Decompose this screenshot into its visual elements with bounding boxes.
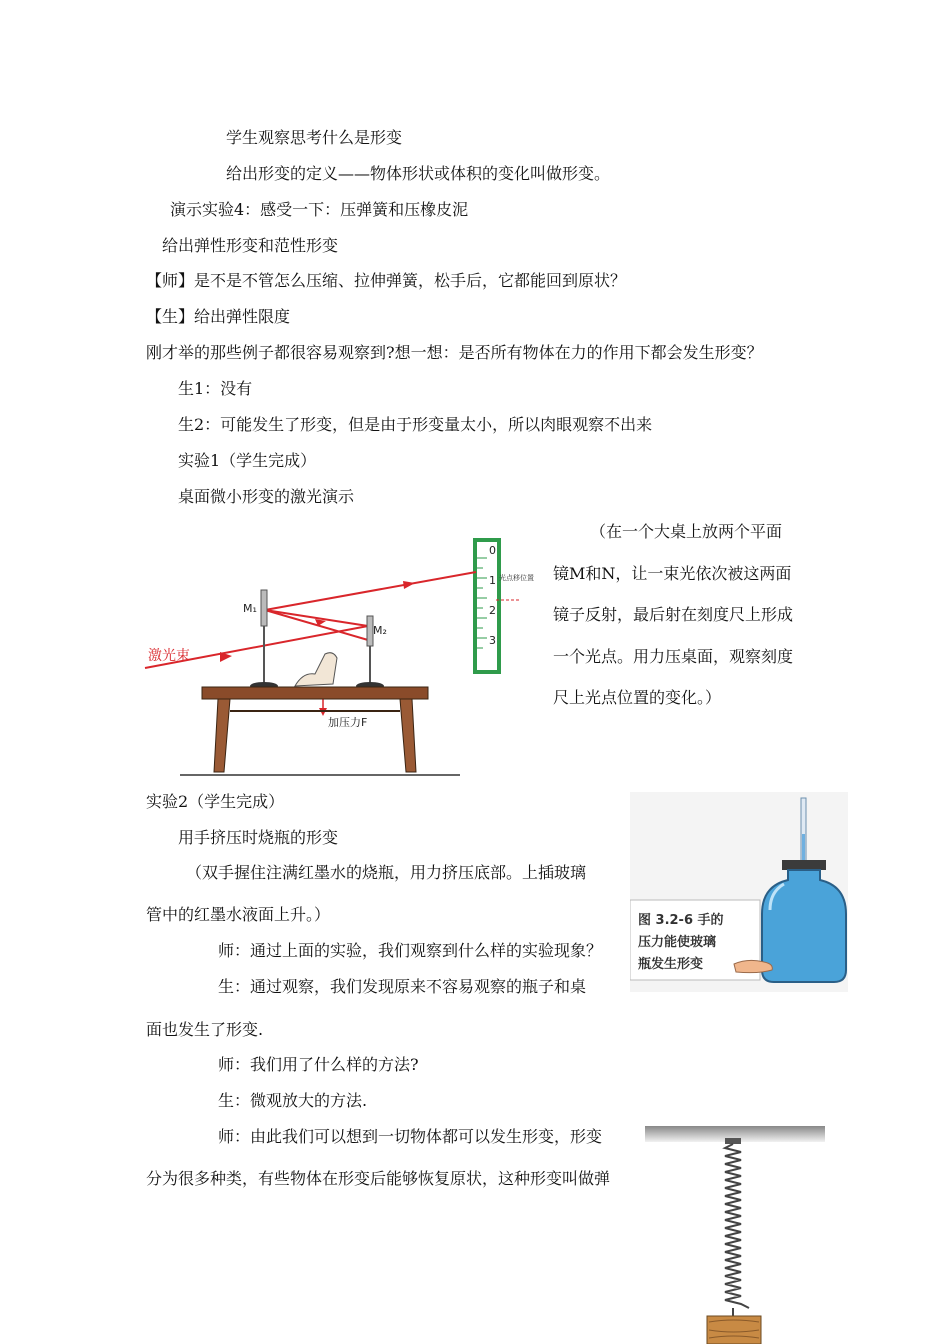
text-line: 【生】给出弹性限度 xyxy=(146,307,291,326)
figure1-description: 镜M和N，让一束光依次被这两面 xyxy=(553,564,792,583)
text-line: 给出形变的定义——物体形状或体积的变化叫做形变。 xyxy=(226,164,611,183)
ruler-tick-2: 2 xyxy=(489,604,496,617)
text-line: 生1：没有 xyxy=(178,379,253,398)
figure1-description: 一个光点。用力压桌面，观察刻度 xyxy=(553,647,794,666)
figure1-description: （在一个大桌上放两个平面 xyxy=(590,522,783,541)
figure2-caption-line1: 图 3.2-6 手的 xyxy=(638,913,724,928)
hand-shape xyxy=(295,653,337,686)
text-line: 生2：可能发生了形变，但是由于形变量太小，所以肉眼观察不出来 xyxy=(178,415,653,434)
figure2-caption-line3: 瓶发生形变 xyxy=(638,957,704,972)
mirror-m2-label: M₂ xyxy=(373,624,387,637)
ruler-tick-3: 3 xyxy=(489,634,496,647)
force-label: 加压力F xyxy=(328,716,368,729)
text-line: 分为很多种类，有些物体在形变后能够恢复原状，这种形变叫做弹 xyxy=(146,1169,611,1188)
figure1-description: 尺上光点位置的变化。） xyxy=(553,688,722,707)
text-line: 师：我们用了什么样的方法? xyxy=(218,1055,419,1074)
bottle-neck xyxy=(762,870,846,982)
ruler-tick-1: 1 xyxy=(489,574,496,587)
text-line: 师：通过上面的实验，我们观察到什么样的实验现象？ xyxy=(218,941,603,960)
text-line: 用手挤压时烧瓶的形变 xyxy=(178,828,339,847)
mirror-m1 xyxy=(261,590,267,626)
figure1-description: 镜子反射，最后射在刻度尺上形成 xyxy=(553,605,794,624)
text-line: 演示实验4：感受一下：压弹簧和压橡皮泥 xyxy=(170,200,469,219)
text-line: 实验2（学生完成） xyxy=(146,792,285,811)
text-line: 实验1（学生完成） xyxy=(178,451,317,470)
finger-shape xyxy=(734,960,772,972)
text-line: 桌面微小形变的激光演示 xyxy=(178,487,355,506)
text-line: 管中的红墨水液面上升。） xyxy=(146,905,331,924)
figure2-caption-line2: 压力能使玻璃 xyxy=(638,935,717,950)
text-line: 生：微观放大的方法. xyxy=(218,1091,368,1110)
glass-bottle-figure xyxy=(630,792,848,992)
text-line: 学生观察思考什么是形变 xyxy=(226,128,403,147)
hanging-spring-figure xyxy=(645,1108,825,1344)
text-line: 【师】是不是不管怎么压缩、拉伸弹簧，松手后，它都能回到原状？ xyxy=(146,271,627,290)
spot-label: 光点移位置 xyxy=(499,574,534,582)
text-line: 刚才举的那些例子都很容易观察到?想一想：是否所有物体在力的作用下都会发生形变？ xyxy=(146,343,763,362)
text-line: 师：由此我们可以想到一切物体都可以发生形变，形变 xyxy=(218,1127,603,1146)
text-line: 面也发生了形变. xyxy=(146,1020,264,1039)
text-line: （双手握住注满红墨水的烧瓶，用力挤压底部。上插玻璃 xyxy=(186,863,587,882)
text-line: 生：通过观察，我们发现原来不容易观察的瓶子和桌 xyxy=(218,977,587,996)
table-top xyxy=(202,687,428,699)
ruler-tick-0: 0 xyxy=(489,544,496,557)
mirror-m1-label: M₁ xyxy=(243,602,257,615)
text-line: 给出弹性形变和范性形变 xyxy=(162,236,339,255)
laser-label: 激光束 xyxy=(148,648,190,664)
laser-table-figure xyxy=(140,528,540,788)
